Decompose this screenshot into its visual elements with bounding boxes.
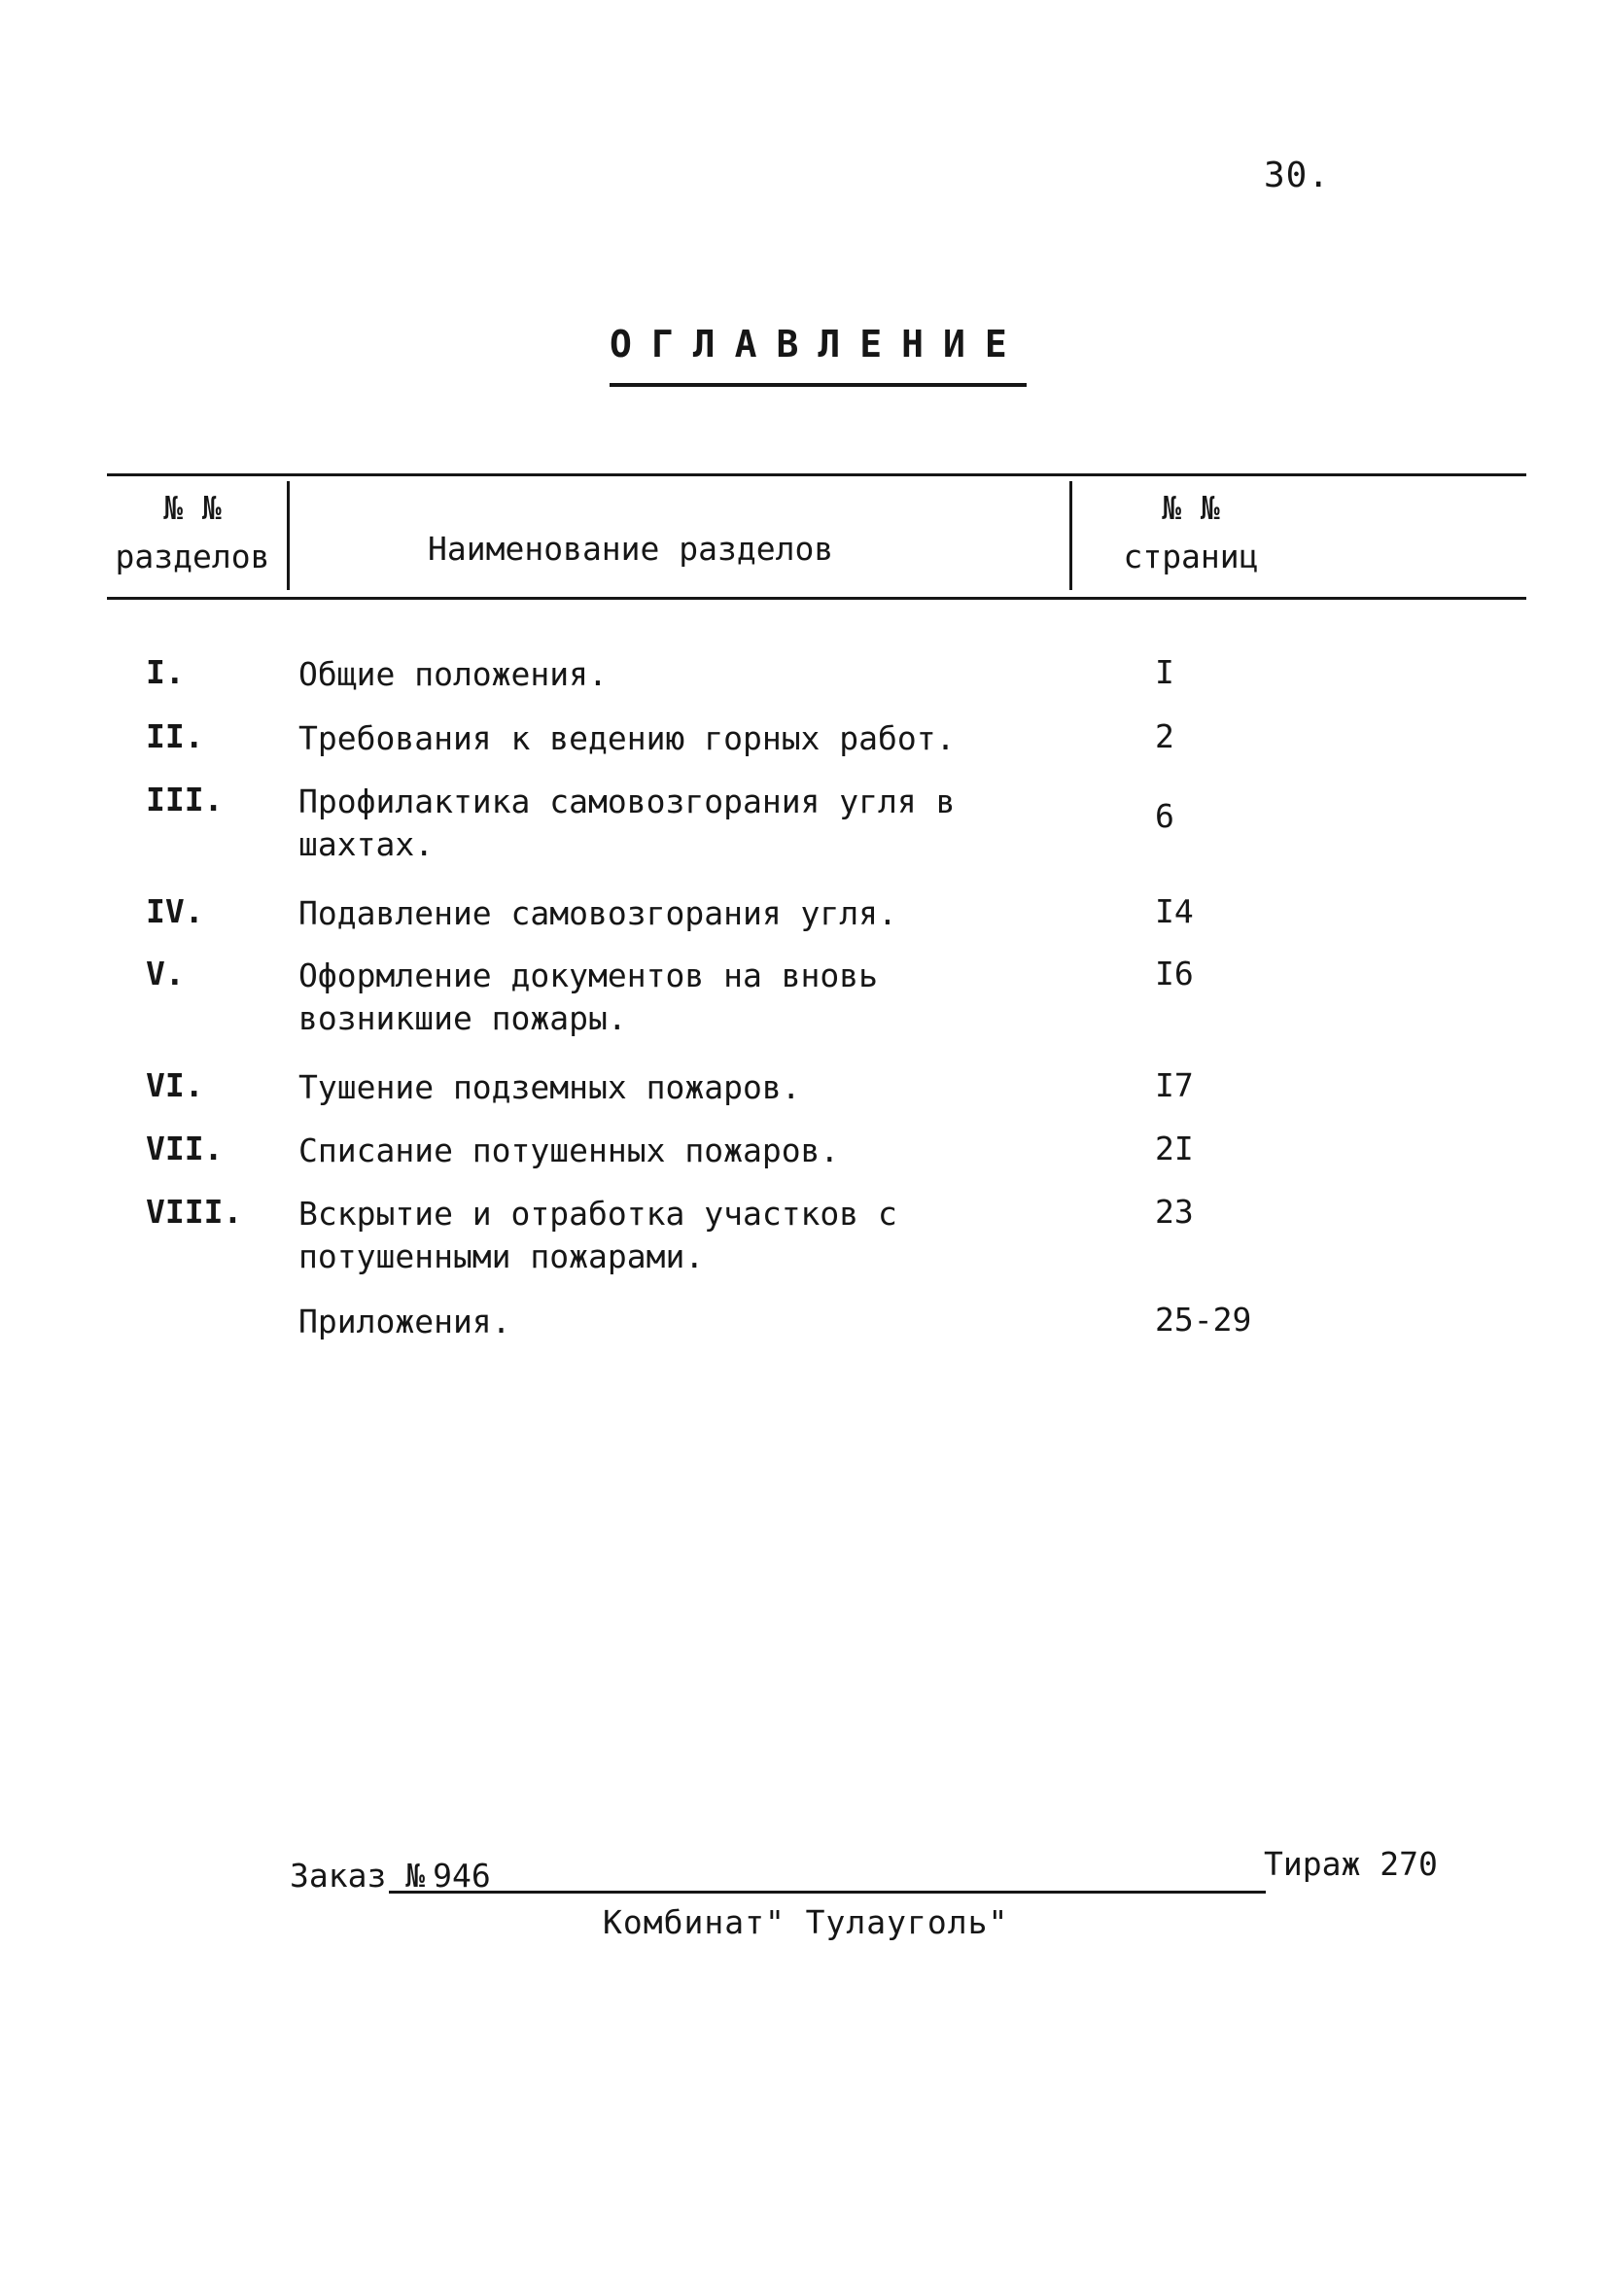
print-run: Тираж 270 [1264, 1845, 1438, 1883]
header-page-number [1108, 484, 1274, 581]
toc-row-title: Тушение подземных пожаров. [298, 1068, 801, 1106]
header-section-number-line2: разделов [115, 538, 270, 575]
toc-row-title: Списание потушенных пожаров. [298, 1131, 840, 1169]
toc-row-page: 2 [1155, 717, 1174, 755]
toc-row-page: I7 [1155, 1066, 1194, 1104]
toc-row-number: VIII. [146, 1193, 243, 1231]
order-info [290, 1857, 491, 1895]
toc-row-page: 6 [1155, 797, 1174, 835]
toc-row-title: Подавление самовозгорания угля. [298, 894, 897, 932]
toc-row-title: Требования к ведению горных работ. [298, 719, 956, 757]
page-title: ОГЛАВЛЕНИЕ [610, 323, 1027, 387]
page-number: 30. [1264, 156, 1331, 195]
header-section-number-line1: № № [163, 489, 222, 527]
toc-row-title: Вскрытие и отработка участков с потушенными пожарами. [298, 1195, 897, 1275]
header-section-name: Наименование разделов [428, 530, 834, 568]
toc-row-number: IV. [146, 892, 204, 930]
toc-row-number: VI. [146, 1066, 204, 1104]
footer-underline [389, 1891, 1266, 1894]
order-label: Заказ № [290, 1857, 426, 1895]
header-page-number-line1: № № [1162, 489, 1220, 527]
toc-row-page: 25-29 [1155, 1301, 1252, 1339]
organization-name: Комбинат" Тулауголь" [603, 1903, 1009, 1941]
table-top-rule [107, 473, 1526, 476]
toc-row-page: I6 [1155, 955, 1194, 992]
header-page-number-line2: страниц [1123, 538, 1259, 575]
toc-row-page: 23 [1155, 1193, 1194, 1231]
header-separator-right [1069, 481, 1072, 590]
toc-row-number: II. [146, 717, 204, 755]
header-section-number [105, 484, 280, 581]
toc-row-title: Приложения. [298, 1303, 511, 1340]
toc-row-number: III. [146, 781, 224, 818]
toc-row-title: Профилактика самовозгорания угля в шахтах. [298, 783, 956, 863]
toc-row-number: VII. [146, 1130, 224, 1167]
header-separator-left [287, 481, 290, 590]
toc-row-page: I [1155, 653, 1174, 691]
table-header-bottom-rule [107, 597, 1526, 600]
toc-row-number: V. [146, 955, 185, 992]
toc-row-title: Общие положения. [298, 655, 608, 693]
order-number: 946 [433, 1857, 491, 1895]
toc-row-page: I4 [1155, 892, 1194, 930]
toc-row-title: Оформление документов на вновь возникшие пожары. [298, 957, 879, 1037]
toc-row-page: 2I [1155, 1130, 1194, 1167]
toc-row-number: I. [146, 653, 185, 691]
